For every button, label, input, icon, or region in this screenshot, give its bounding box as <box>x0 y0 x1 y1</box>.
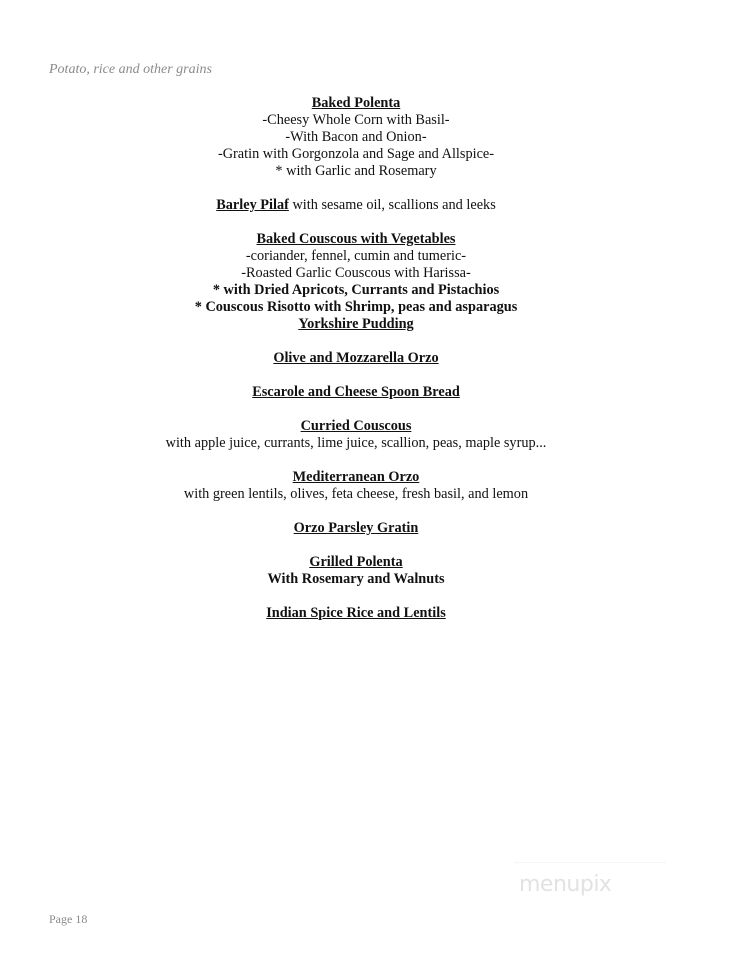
item-option: -Roasted Garlic Couscous with Harissa- <box>241 265 471 281</box>
section-header: Potato, rice and other grains <box>49 62 212 77</box>
menu-item-mediterranean-orzo <box>0 469 712 503</box>
menu-item-baked-couscous <box>0 231 712 316</box>
item-description: with green lentils, olives, feta cheese, fresh basil, and lemon <box>183 486 529 502</box>
menu-item-escarole: Escarole and Cheese Spoon Bread <box>252 384 460 400</box>
menu-item-barley-pilaf <box>0 197 712 214</box>
item-description: with sesame oil, scallions and leeks <box>288 197 496 213</box>
item-title: Baked Couscous with Vegetables <box>256 231 456 247</box>
menu-item-grilled-polenta <box>0 554 712 588</box>
menu-item-orzo-gratin: Orzo Parsley Gratin <box>293 520 419 536</box>
menu-item-indian-rice: Indian Spice Rice and Lentils <box>266 605 446 621</box>
menu-item-yorkshire-pudding: Yorkshire Pudding <box>298 316 414 332</box>
item-subtitle: With Rosemary and Walnuts <box>267 571 445 587</box>
item-title: Barley Pilaf <box>216 197 289 213</box>
item-title: Baked Polenta <box>311 95 401 111</box>
item-title: Mediterranean Orzo <box>292 469 420 485</box>
item-description: with apple juice, currants, lime juice, scallion, peas, maple syrup... <box>165 435 547 451</box>
page-number: Page 18 <box>49 912 88 926</box>
item-option: -Gratin with Gorgonzola and Sage and Allspice- <box>217 146 495 162</box>
item-title: Grilled Polenta <box>309 554 403 570</box>
menupix-watermark <box>515 872 655 912</box>
item-title: Curried Couscous <box>300 418 412 434</box>
item-option: * Couscous Risotto with Shrimp, peas and asparagus <box>194 299 518 315</box>
item-option: * with Dried Apricots, Currants and Pistachios <box>212 282 500 298</box>
menu-item-curried-couscous <box>0 418 712 452</box>
menu-list <box>0 95 712 622</box>
item-option: * with Garlic and Rosemary <box>275 163 437 179</box>
menu-item-olive-orzo: Olive and Mozzarella Orzo <box>273 350 439 366</box>
item-option: -Cheesy Whole Corn with Basil- <box>262 112 450 128</box>
menu-item-baked-polenta <box>0 95 712 180</box>
watermark-text: menupix <box>519 872 612 897</box>
item-option: -With Bacon and Onion- <box>285 129 427 145</box>
item-option: -coriander, fennel, cumin and tumeric- <box>245 248 467 264</box>
